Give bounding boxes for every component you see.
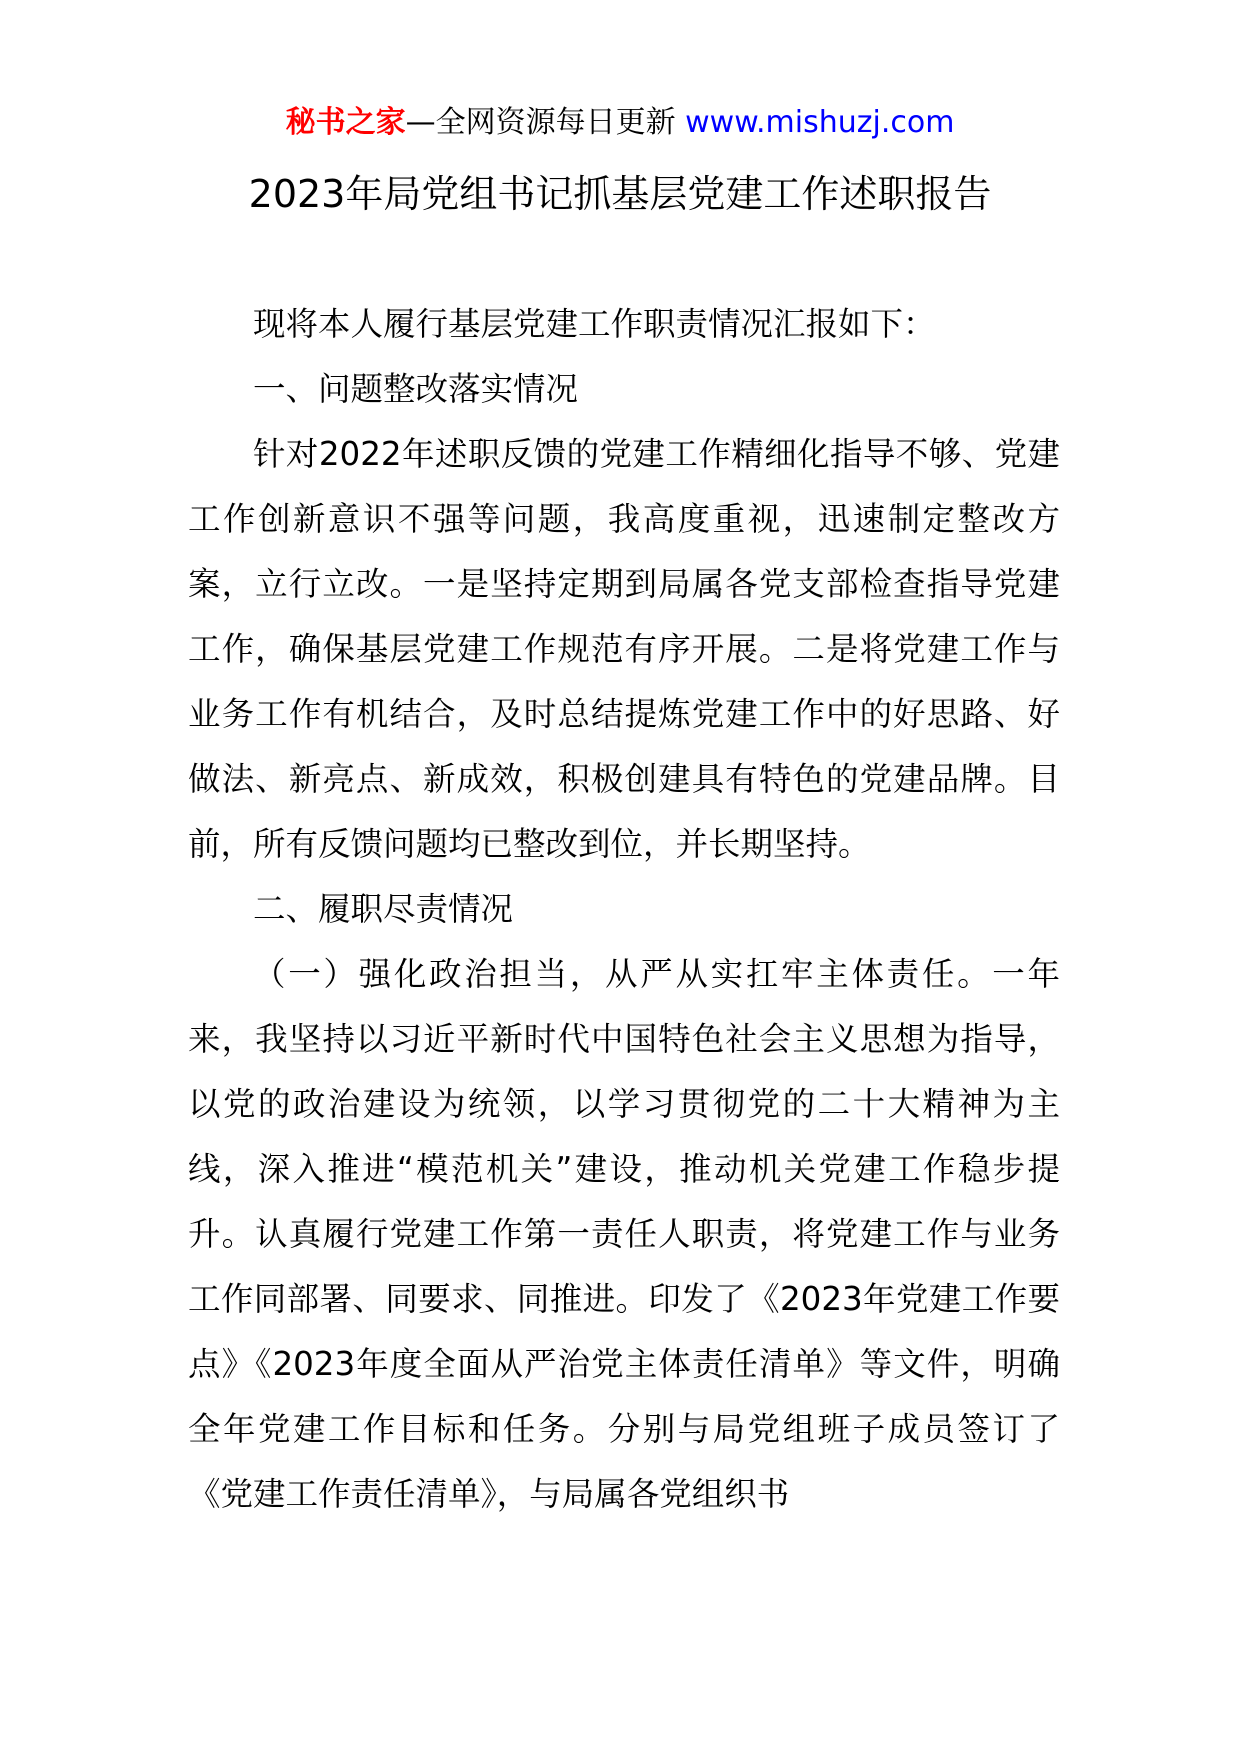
section-heading-1: 一、问题整改落实情况: [253, 370, 579, 408]
site-slogan: —全网资源每日更新: [405, 105, 676, 140]
site-brand: 秘书之家: [285, 105, 406, 140]
document-body: [188, 292, 1060, 1527]
body-paragraph: （一）强化政治担当，从严从实扛牢主体责任。一年来，我坚持以习近平新时代中国特色社会主义思想为指导，以党的政治建设为统领，以学习贯彻党的二十大精神为主线，深入推进“模范机关”建设，推动机关党建工作稳步提升。认真履行党建工作第一责任人职责，将党建工作与业务工作同部署、同要求、同推进。印发了《2023年党建工作要点》《2023年度全面从严治党主体责任清单》等文件，明确全年党建工作目标和任务。分别与局党组班子成员签订了《党建工作责任清单》，与局属各党组织书: [188, 955, 1060, 1513]
body-paragraph: 针对2022年述职反馈的党建工作精细化指导不够、党建工作创新意识不强等问题，我高度重视，迅速制定整改方案，立行立改。一是坚持定期到局属各党支部检查指导党建工作，确保基层党建工作规范有序开展。二是将党建工作与业务工作有机结合，及时总结提炼党建工作中的好思路、好做法、新亮点、新成效，积极创建具有特色的党建品牌。目前，所有反馈问题均已整改到位，并长期坚持。: [188, 435, 1060, 863]
site-url[interactable]: www.mishuzj.com: [685, 105, 955, 140]
intro-paragraph: 现将本人履行基层党建工作职责情况汇报如下：: [253, 305, 936, 343]
section-heading-2: 二、履职尽责情况: [253, 890, 514, 928]
site-header: [0, 100, 1240, 146]
document-title: 2023年局党组书记抓基层党建工作述职报告: [248, 172, 992, 216]
